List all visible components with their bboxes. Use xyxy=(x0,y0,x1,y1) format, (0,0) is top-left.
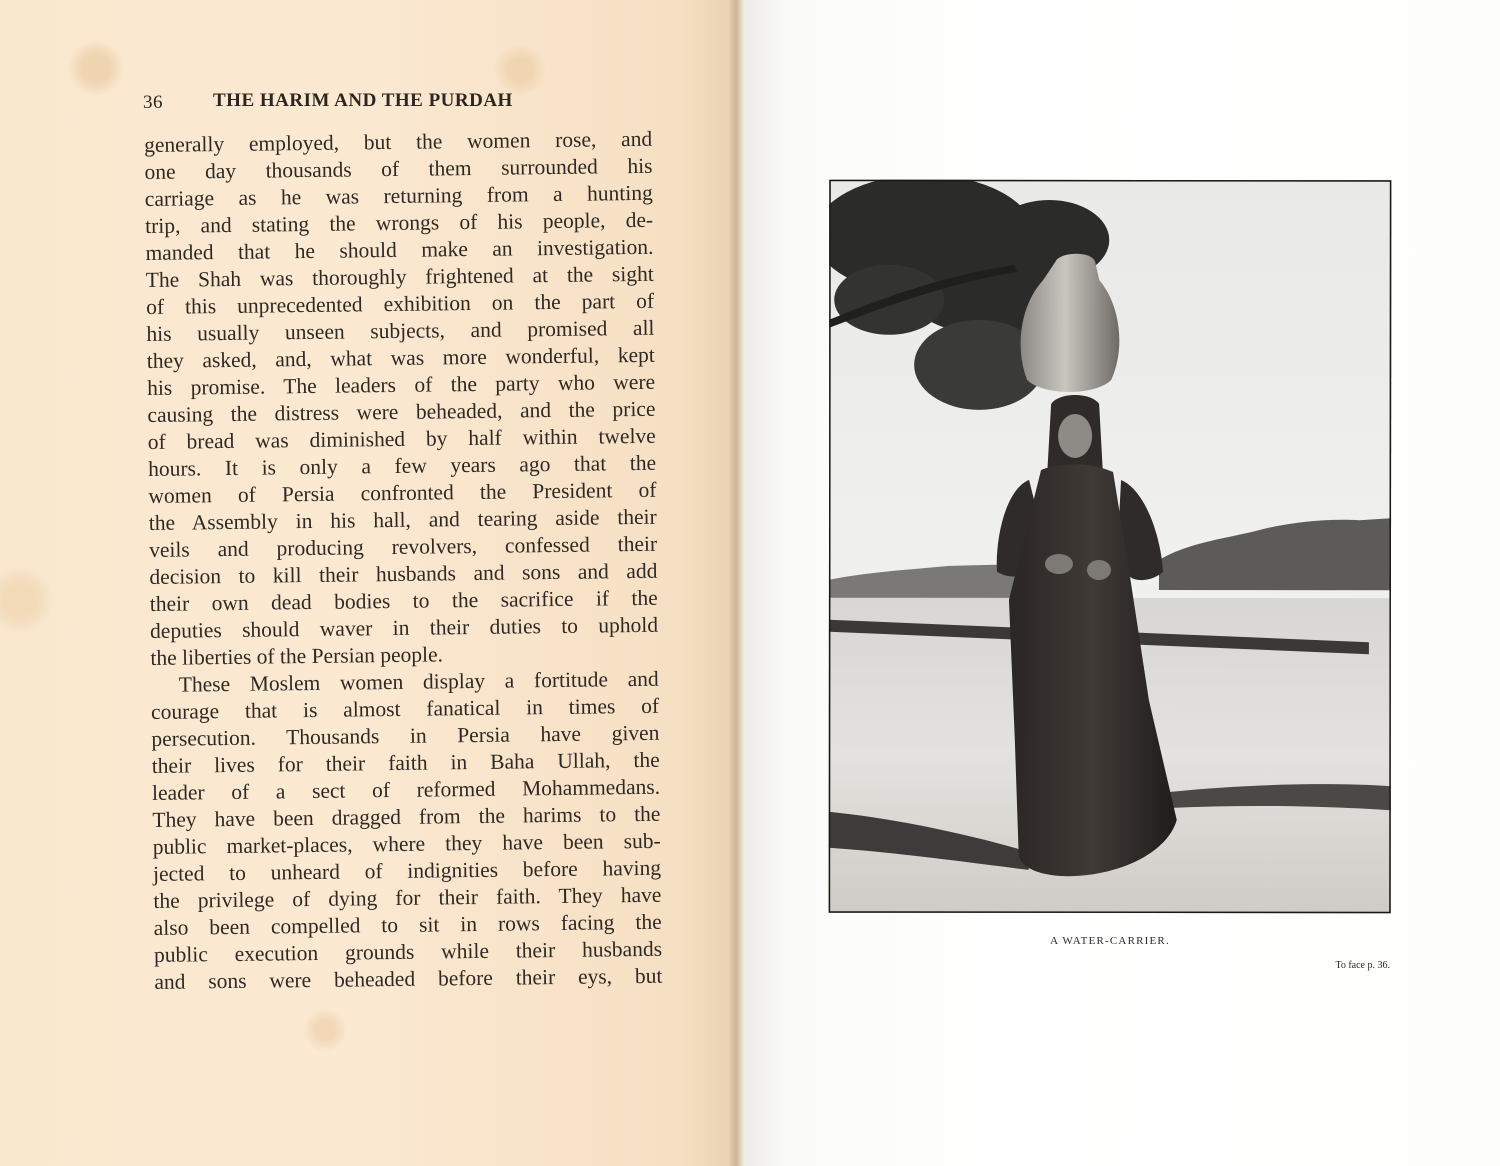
book-gutter xyxy=(730,0,744,1166)
text-line: The Shah was thoroughly frightened at the sight xyxy=(145,261,654,292)
text-line: they asked, and, what was more wonderful, kept xyxy=(146,342,655,373)
text-line: public market-places, where they have been sub- xyxy=(152,828,661,859)
text-line: of this unprecedented exhibition on the part of xyxy=(145,288,655,319)
text-line: their own dead bodies to the sacrifice if the xyxy=(149,585,658,616)
paragraph-2 xyxy=(151,666,663,996)
text-line: jected to unheard of indignities before having xyxy=(152,855,662,886)
facing-page-note: To face p. 36. xyxy=(1335,960,1390,971)
text-line: trip, and stating the wrongs of his people, de- xyxy=(145,207,654,238)
running-head xyxy=(143,90,655,116)
text-line: deputies should waver in their duties to uphold xyxy=(149,612,659,643)
text-line: These Moslem women display a fortitude and xyxy=(178,666,659,697)
text-line: their lives for their faith in Baha Ullah, the xyxy=(151,747,660,778)
text-line: public execution grounds while their husbands xyxy=(153,936,663,967)
plate-caption: A WATER-CARRIER. xyxy=(1050,935,1170,947)
text-line: generally employed, but the women rose, and xyxy=(144,126,653,157)
text-line: persecution. Thousands in Persia have given xyxy=(151,720,660,751)
water-carrier-photo xyxy=(829,180,1392,913)
text-line: carriage as he was returning from a hunting xyxy=(144,180,653,211)
body-text xyxy=(144,126,663,996)
running-title: THE HARIM AND THE PURDAH xyxy=(213,90,513,111)
text-line: the Assembly in his hall, and tearing aside their xyxy=(148,504,657,535)
text-line: his usually unseen subjects, and promised all xyxy=(146,315,655,346)
text-line: and sons were beheaded before their eys, but xyxy=(154,963,663,994)
text-line: the privilege of dying for their faith. They have xyxy=(153,882,662,913)
text-line: one day thousands of them surrounded his xyxy=(144,153,653,184)
text-line: of bread was diminished by half within twelve xyxy=(147,423,656,454)
text-line: also been compelled to sit in rows facing the xyxy=(153,909,662,940)
text-line: courage that is almost fanatical in times of xyxy=(150,693,660,724)
photo-illustration xyxy=(829,180,1392,913)
text-line: causing the distress were beheaded, and the price xyxy=(147,396,656,427)
text-line: the liberties of the Persian people. xyxy=(150,642,444,670)
text-line: They have been dragged from the harims to the xyxy=(152,801,661,832)
text-line: manded that he should make an investigation. xyxy=(145,234,654,265)
page-number: 36 xyxy=(143,92,163,113)
left-page xyxy=(0,0,738,1166)
text-line: leader of a sect of reformed Mohammedans. xyxy=(151,774,661,805)
hand-left xyxy=(1045,554,1073,574)
text-line: women of Persia confronted the President of xyxy=(148,477,657,508)
text-line: hours. It is only a few years ago that the xyxy=(147,450,657,481)
text-line: decision to kill their husbands and sons and add xyxy=(149,558,658,589)
face xyxy=(1058,414,1092,458)
text-line: veils and producing revolvers, confessed their xyxy=(148,531,658,562)
paragraph-1 xyxy=(144,126,659,672)
hand-right xyxy=(1087,560,1111,580)
text-line: his promise. The leaders of the party who were xyxy=(146,369,656,400)
